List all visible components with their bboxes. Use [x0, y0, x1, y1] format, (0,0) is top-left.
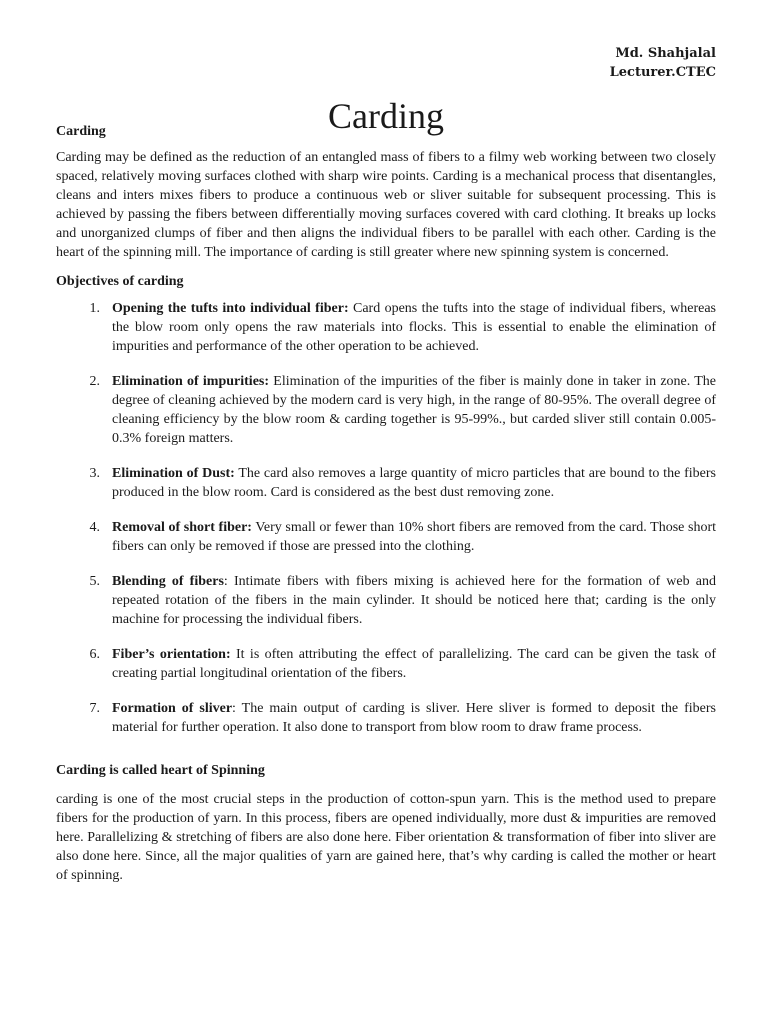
document-title: Carding [328, 96, 444, 136]
objective-text: The card also removes a large quantity of micro particles that are bound to the fibers produced in the blow room. Card is considered as the best dust removing zone. [112, 466, 716, 500]
objective-item [56, 518, 716, 556]
document-page [56, 44, 716, 885]
objective-number: 3. [89, 466, 100, 481]
author-block [56, 44, 716, 82]
objective-body [100, 645, 716, 683]
objective-body [100, 372, 716, 448]
objective-number: 7. [89, 701, 100, 716]
objective-term: Elimination of impurities: [112, 374, 270, 389]
objective-text: : Intimate fibers with fibers mixing is achieved here for the formation of web and repeated rotation of the fibers in the main cylinder. It should be noticed here that; carding is the only machine for processing the individual fibers. [112, 574, 716, 627]
objective-term: Fiber’s orientation: [112, 647, 231, 662]
objective-number: 1. [89, 301, 100, 316]
objective-text: : The main output of carding is sliver. Here sliver is formed to deposit the fibers material for further operation. It also done to transport from blow room to draw frame process. [112, 701, 716, 735]
objective-term: Elimination of Dust: [112, 466, 235, 481]
carding-definition-paragraph: Carding may be defined as the reduction of an entangled mass of fibers to a filmy web working between two closely spaced, relatively moving surfaces clothed with sharp wire points. Carding is a mechanical process that disentangles, cleans and inters mixes fibers to produce a continuous web or sliver suitable for subsequent processing. This is achieved by passing the fibers between differentially moving surfaces covered with card clothing. It breaks up locks and unorganized clumps of fiber and then aligns the individual fibers to be parallel with each other. Carding is the heart of the spinning mill. The importance of carding is still greater where new spinning system is concerned. [56, 150, 716, 260]
objective-number: 6. [89, 647, 100, 662]
objective-body [100, 518, 716, 556]
objective-term: Opening the tufts into individual fiber: [112, 301, 349, 316]
heart-of-spinning-paragraph: carding is one of the most crucial steps in the production of cotton-spun yarn. This is the method used to prepare fibers for the production of yarn. In this process, fibers are opened individually, more dust & impurities are removed here. Parallelizing & stretching of fibers are also done here. Fiber orientation & transformation of fiber into sliver are also done here. Since, all the major qualities of yarn are gained here, that’s why carding is called the mother or heart of spinning. [56, 792, 716, 883]
objective-item [56, 699, 716, 737]
objective-number: 2. [89, 374, 100, 389]
objectives-list [56, 299, 716, 737]
objective-body [100, 464, 716, 502]
objective-body [100, 699, 716, 737]
objective-item [56, 372, 716, 448]
objective-item [56, 464, 716, 502]
objective-term: Removal of short fiber: [112, 520, 252, 535]
objective-text: Card opens the tufts into the stage of individual fibers, whereas the blow room only opens the raw materials into flocks. This is essential to enable the elimination of impurities and performance of the other operation to be achieved. [112, 301, 716, 354]
objective-term: Blending of fibers [112, 574, 224, 589]
section-heading-carding: Carding [56, 124, 106, 139]
objective-item [56, 645, 716, 683]
objective-number: 4. [89, 520, 100, 535]
author-position: Lecturer.CTEC [609, 65, 716, 80]
objective-term: Formation of sliver [112, 701, 233, 716]
objective-text: Very small or fewer than 10% short fibers are removed from the card. Those short fibers can only be removed if those are pressed into the clothing. [112, 520, 716, 554]
objective-text: It is often attributing the effect of parallelizing. The card can be given the task of creating partial longitudinal orientation of the fibers. [112, 647, 717, 681]
objective-body [100, 299, 716, 356]
section-heading-heart-of-spinning: Carding is called heart of Spinning [56, 763, 265, 778]
objective-number: 5. [89, 574, 100, 589]
objective-item [56, 299, 716, 356]
section-heading-objectives: Objectives of carding [56, 274, 184, 289]
objective-item [56, 572, 716, 629]
objective-body [100, 572, 716, 629]
objective-text: Elimination of the impurities of the fiber is mainly done in taker in zone. The degree of cleaning achieved by the modern card is very high, in the range of 80-95%. The overall degree of cleaning efficiency by the blow room & carding together is 95-99%., but carded sliver still contain 0.005-0.3% foreign matters. [112, 374, 717, 446]
author-name: Md. Shahjalal [615, 46, 716, 61]
